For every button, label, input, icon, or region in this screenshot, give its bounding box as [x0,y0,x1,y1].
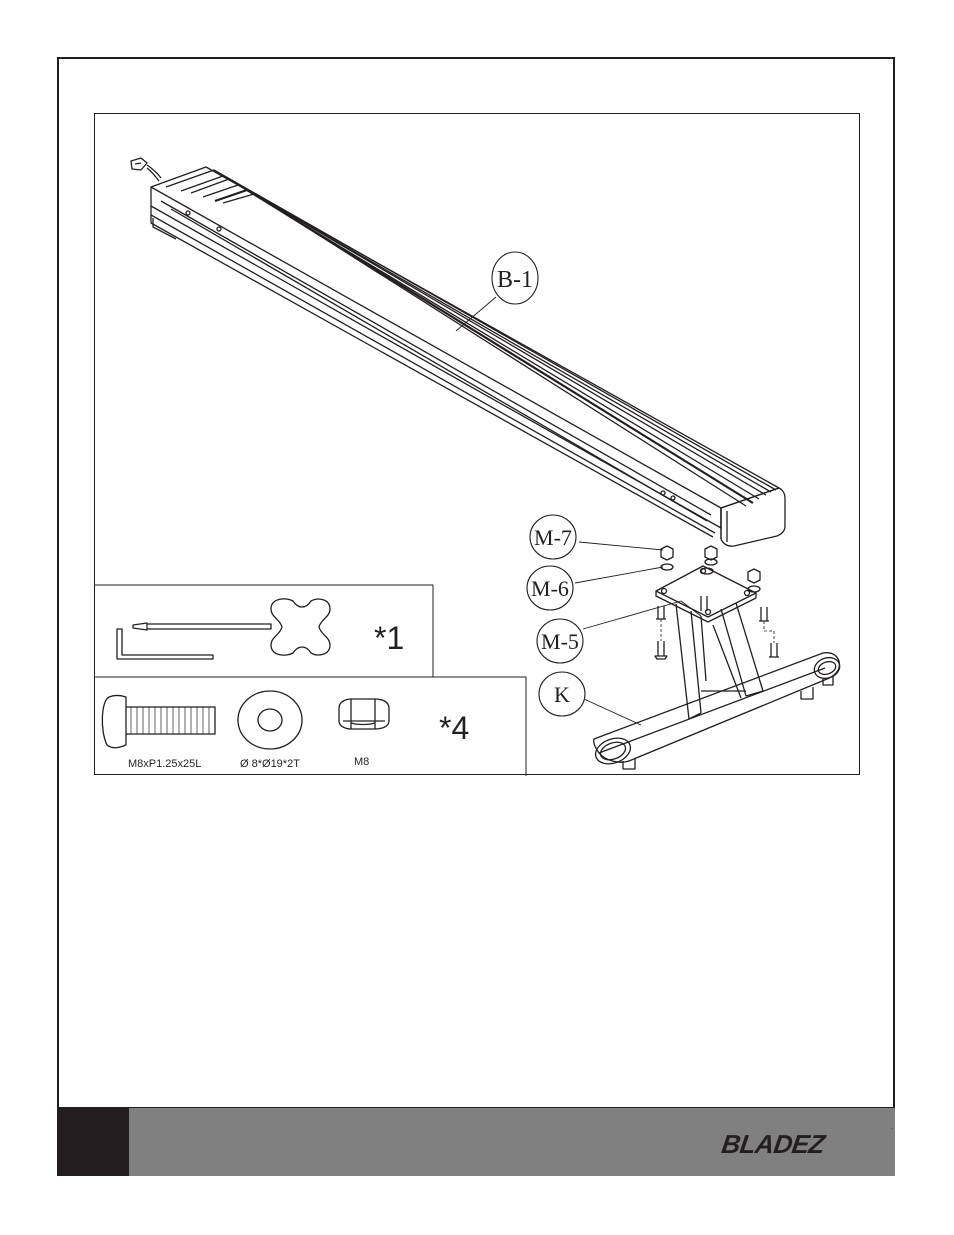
rail-b1 [131,158,785,546]
page-footer [57,1107,895,1176]
washer-icon [238,691,302,749]
bolt-icon [102,696,215,748]
callout-m7-label: M-7 [534,525,572,550]
bolt-label: M8xP1.25x25L [128,758,202,770]
brand-mark: ˙ [891,1127,894,1137]
leader-lines [456,297,701,725]
brand-name: BLADEZ [719,1129,827,1159]
base-k [592,566,843,769]
washer-label: Ø 8*Ø19*2T [240,758,300,770]
tools-quantity: *1 [374,620,405,656]
assembly-drawing [95,114,861,776]
nut-label: M8 [354,756,370,768]
footer-page-tab [57,1107,129,1176]
hardware-exploded [655,546,779,659]
hardware-quantity: *4 [439,710,470,746]
allen-key-icon [117,629,213,659]
nut-icon [339,699,389,729]
callout-b1-label: B-1 [497,267,533,293]
callout-m6-label: M-6 [531,576,569,601]
footer-bar [129,1107,895,1176]
callout-k-label: K [554,682,570,707]
callout-m5-label: M-5 [541,629,579,654]
assembly-drawing-frame [94,113,860,775]
screwdriver-icon [133,599,330,655]
brand-logo [129,1108,895,1177]
